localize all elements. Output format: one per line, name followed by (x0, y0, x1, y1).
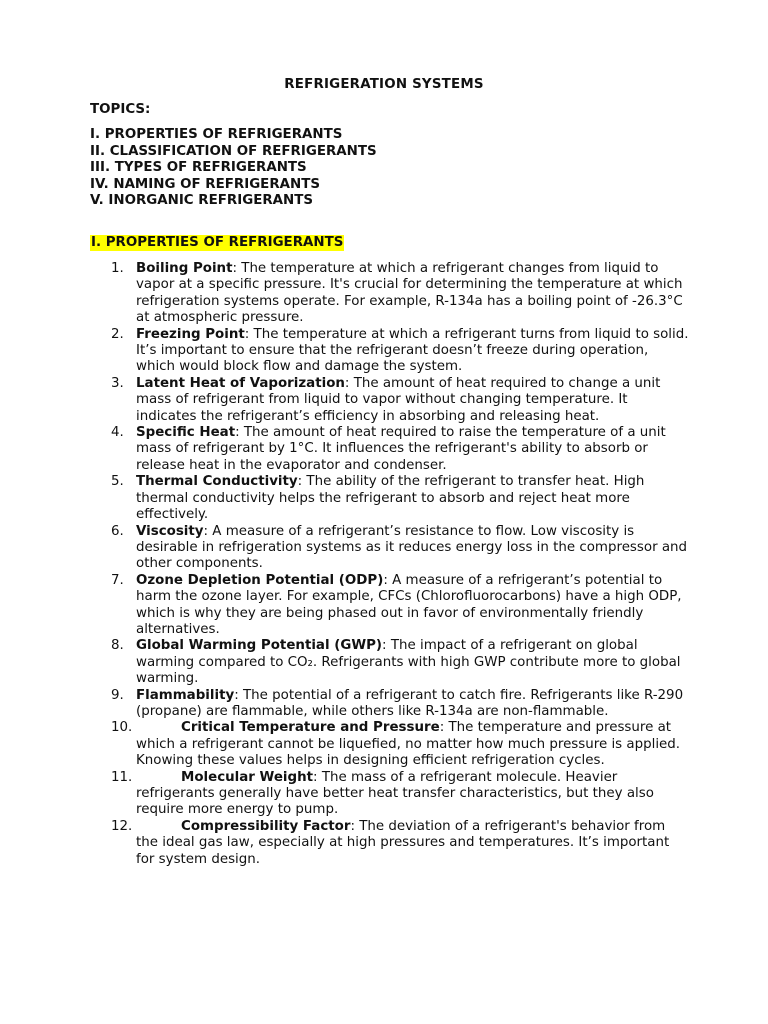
property-item (90, 720, 690, 769)
property-description: : The temperature at which a refrigerant turns from liquid to solid. It’s important to ensure that the refrigerant doesn’t freeze during operation, which would block flow and damage the system. (136, 326, 689, 375)
item-number: 2. (111, 326, 124, 342)
topics-label: TOPICS: (90, 102, 151, 117)
property-item (90, 425, 690, 474)
item-number: 9. (111, 687, 124, 703)
section-heading-properties: I. PROPERTIES OF REFRIGERANTS (91, 235, 344, 250)
property-term: Global Warming Potential (GWP) (136, 638, 383, 654)
property-term: Molecular Weight (181, 769, 314, 785)
topics-list (90, 127, 377, 210)
property-term: Specific Heat (136, 425, 236, 441)
property-item (90, 688, 690, 721)
property-term: Boiling Point (136, 261, 233, 276)
item-number: 5. (111, 474, 124, 490)
document-title: REFRIGERATION SYSTEMS (284, 77, 484, 92)
item-number: 6. (111, 523, 124, 539)
property-item (90, 638, 690, 687)
item-number: 10. (111, 720, 133, 736)
topic-item: IV. NAMING OF REFRIGERANTS (90, 176, 320, 192)
properties-list (90, 261, 690, 868)
property-term: Latent Heat of Vaporization (136, 375, 345, 391)
property-description: : A measure of a refrigerant’s potential to harm the ozone layer. For example, CFCs (Chlorofluorocarbons) have a high ODP, which is why they are being phased out in favor of environmentally friendly alternatives. (136, 572, 682, 637)
property-term: Ozone Depletion Potential (ODP) (136, 572, 384, 588)
property-term: Flammability (136, 687, 235, 703)
property-description: : The deviation of a refrigerant's behavior from the ideal gas law, especially at high pressures and temperatures. It’s important for system design. (136, 818, 670, 867)
item-number: 3. (111, 375, 124, 391)
item-number: 4. (111, 425, 124, 441)
property-item (90, 474, 690, 523)
property-description: : A measure of a refrigerant’s resistance to flow. Low viscosity is desirable in refrigeration systems as it reduces energy loss in the compressor and other components. (136, 523, 688, 572)
property-item (90, 261, 690, 327)
item-number: 1. (111, 261, 124, 276)
topic-item: III. TYPES OF REFRIGERANTS (90, 160, 307, 176)
topic-item: I. PROPERTIES OF REFRIGERANTS (90, 127, 343, 142)
property-item (90, 327, 690, 376)
topic-item: V. INORGANIC REFRIGERANTS (90, 193, 313, 209)
property-item (90, 524, 690, 573)
property-description: : The amount of heat required to change a unit mass of refrigerant from liquid to vapor without changing temperature. It indicates the refrigerant’s efficiency in absorbing and releasing heat. (136, 375, 661, 424)
property-description: : The mass of a refrigerant molecule. Heavier refrigerants generally have better heat transfer characteristics, but they also require more energy to pump. (136, 769, 654, 818)
property-description: : The temperature at which a refrigerant changes from liquid to vapor at a specific pressure. It's crucial for determining the temperature at which refrigeration systems operate. For example, R-134a has a boiling point of -26.3°C at atmospheric pressure. (136, 261, 683, 326)
topic-item: II. CLASSIFICATION OF REFRIGERANTS (90, 143, 377, 159)
property-item (90, 573, 690, 639)
property-description: : The amount of heat required to raise the temperature of a unit mass of refrigerant by 1°C. It influences the refrigerant's ability to absorb or release heat in the evaporator and condenser. (136, 425, 666, 473)
property-term: Critical Temperature and Pressure (181, 720, 440, 736)
property-description: : The temperature and pressure at which a refrigerant cannot be liquefied, no matter how much pressure is applied. Knowing these values helps in designing efficient refrigeration cycles. (136, 720, 681, 769)
item-number: 12. (111, 818, 133, 834)
property-description: : The impact of a refrigerant on global warming compared to CO₂. Refrigerants with high GWP contribute more to global warming. (136, 638, 681, 687)
property-term: Viscosity (136, 523, 204, 539)
property-term: Compressibility Factor (181, 818, 351, 834)
property-item (90, 819, 690, 868)
item-number: 11. (111, 769, 133, 785)
property-term: Thermal Conductivity (136, 474, 298, 490)
property-term: Freezing Point (136, 326, 245, 342)
property-description: : The ability of the refrigerant to transfer heat. High thermal conductivity helps the refrigerant to absorb and reject heat more effectively. (136, 474, 645, 523)
property-item (90, 376, 690, 425)
property-description: : The potential of a refrigerant to catch fire. Refrigerants like R-290 (propane) are flammable, while others like R-134a are non-flammable. (136, 687, 684, 719)
property-item (90, 770, 690, 819)
item-number: 8. (111, 638, 124, 654)
item-number: 7. (111, 572, 124, 588)
